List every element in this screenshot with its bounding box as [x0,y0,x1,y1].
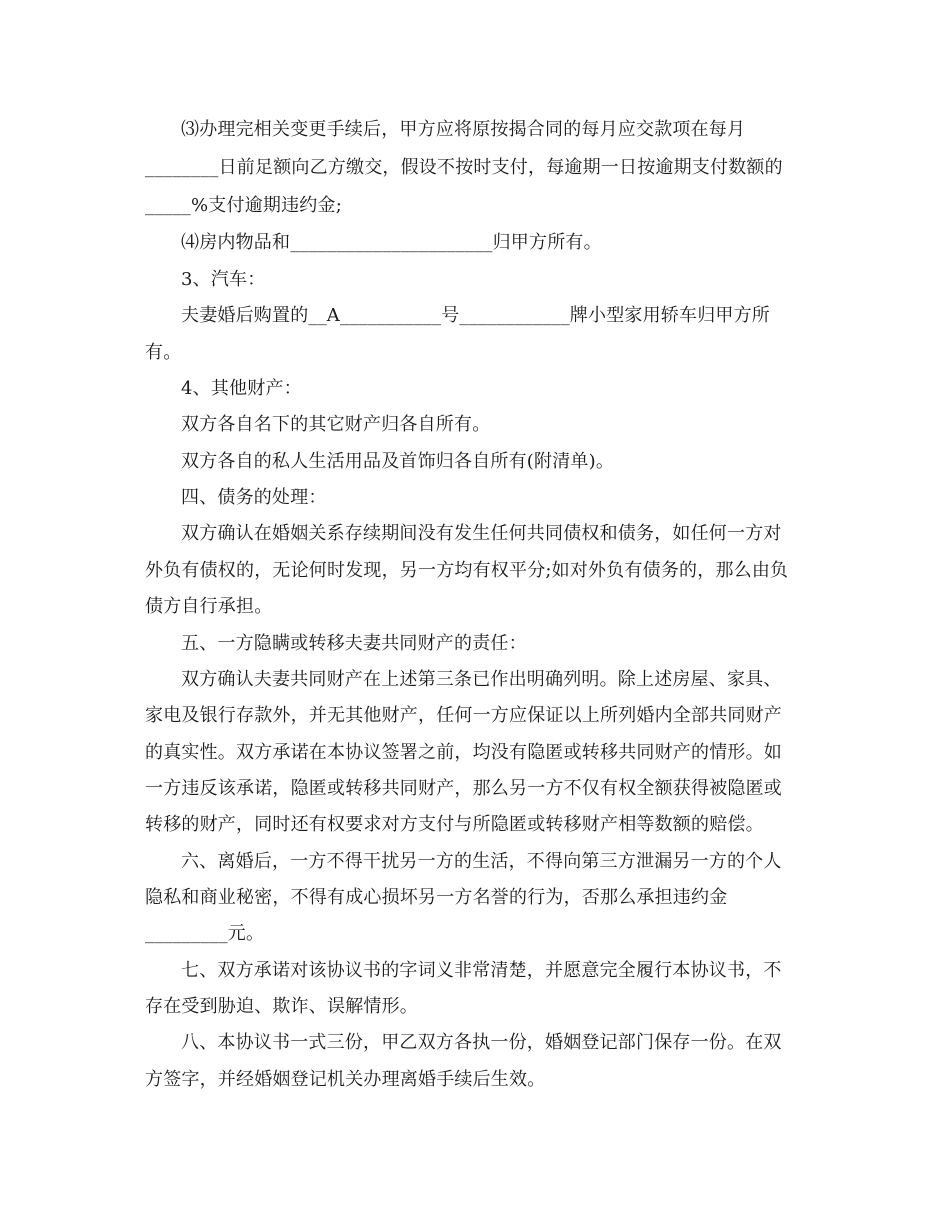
other-property-line-1: 双方各自名下的其它财产归各自所有。 [181,414,491,435]
concealment-clause-line-2: 家电及银行存款外，并无其他财产，任何一方应保证以上所列婚内全部共同财产 [145,705,782,726]
concealment-clause-line-3: 的真实性。双方承诺在本协议签署之前，均没有隐匿或转移共同财产的情形。如 [145,742,782,763]
clause-3-4: ⑷房内物品和______________________归甲方所有。 [181,232,602,253]
clause-3-3-line-1: ⑶办理完相关变更手续后，甲方应将原按揭合同的每月应交款项在每月 [181,119,746,140]
section-other-property-heading: 4、其他财产： [181,378,302,399]
debt-clause-line-2: 外负有债权的，无论何时发现，另一方均有权平分;如对外负有债务的，那么由负 [145,560,789,581]
section-eight-line-2: 方签字，并经婚姻登记机关办理离婚手续后生效。 [145,1069,546,1090]
section-six-line-3: _________元。 [145,923,265,944]
section-six-line-2: 隐私和商业秘密，不得有成心损坏另一方名誉的行为，否那么承担违约金 [145,887,728,908]
car-clause-line-2: 有。 [145,342,182,363]
debt-clause-line-1: 双方确认在婚姻关系存续期间没有发生任何共同债权和债务，如任何一方对 [181,523,782,544]
section-eight-line-1: 八、本协议书一式三份，甲乙双方各执一份，婚姻登记部门保存一份。在双 [181,1032,782,1053]
section-concealment-heading: 五、一方隐瞒或转移夫妻共同财产的责任： [181,633,527,654]
clause-3-3-line-2: ________日前足额向乙方缴交，假设不按时支付，每逾期一日按逾期支付数额的 [145,157,783,178]
section-six-line-1: 六、离婚后，一方不得干扰另一方的生活，不得向第三方泄漏另一方的个人 [181,851,782,872]
concealment-clause-line-4: 一方违反该承诺，隐匿或转移共同财产，那么另一方不仅有权全额获得被隐匿或 [145,778,782,799]
section-seven-line-1: 七、双方承诺对该协议书的字词义非常清楚，并愿意完全履行本协议书，不 [181,960,782,981]
section-debt-heading: 四、债务的处理： [181,487,327,508]
concealment-clause-line-5: 转移的财产，同时还有权要求对方支付与所隐匿或转移财产相等数额的赔偿。 [145,814,764,835]
concealment-clause-line-1: 双方确认夫妻共同财产在上述第三条已作出明确列明。除上述房屋、家具、 [181,669,782,690]
car-clause-line-1: 夫妻婚后购置的__A___________号____________牌小型家用轿车归甲方所 [181,305,770,326]
section-car-heading: 3、汽车： [181,269,266,290]
other-property-line-2: 双方各自的私人生活用品及首饰归各自所有(附清单)。 [181,451,615,472]
debt-clause-line-3: 债方自行承担。 [145,596,273,617]
clause-3-3-line-3: _____%支付逾期违约金; [145,195,342,216]
section-seven-line-2: 存在受到胁迫、欺诈、误解情形。 [145,996,418,1017]
